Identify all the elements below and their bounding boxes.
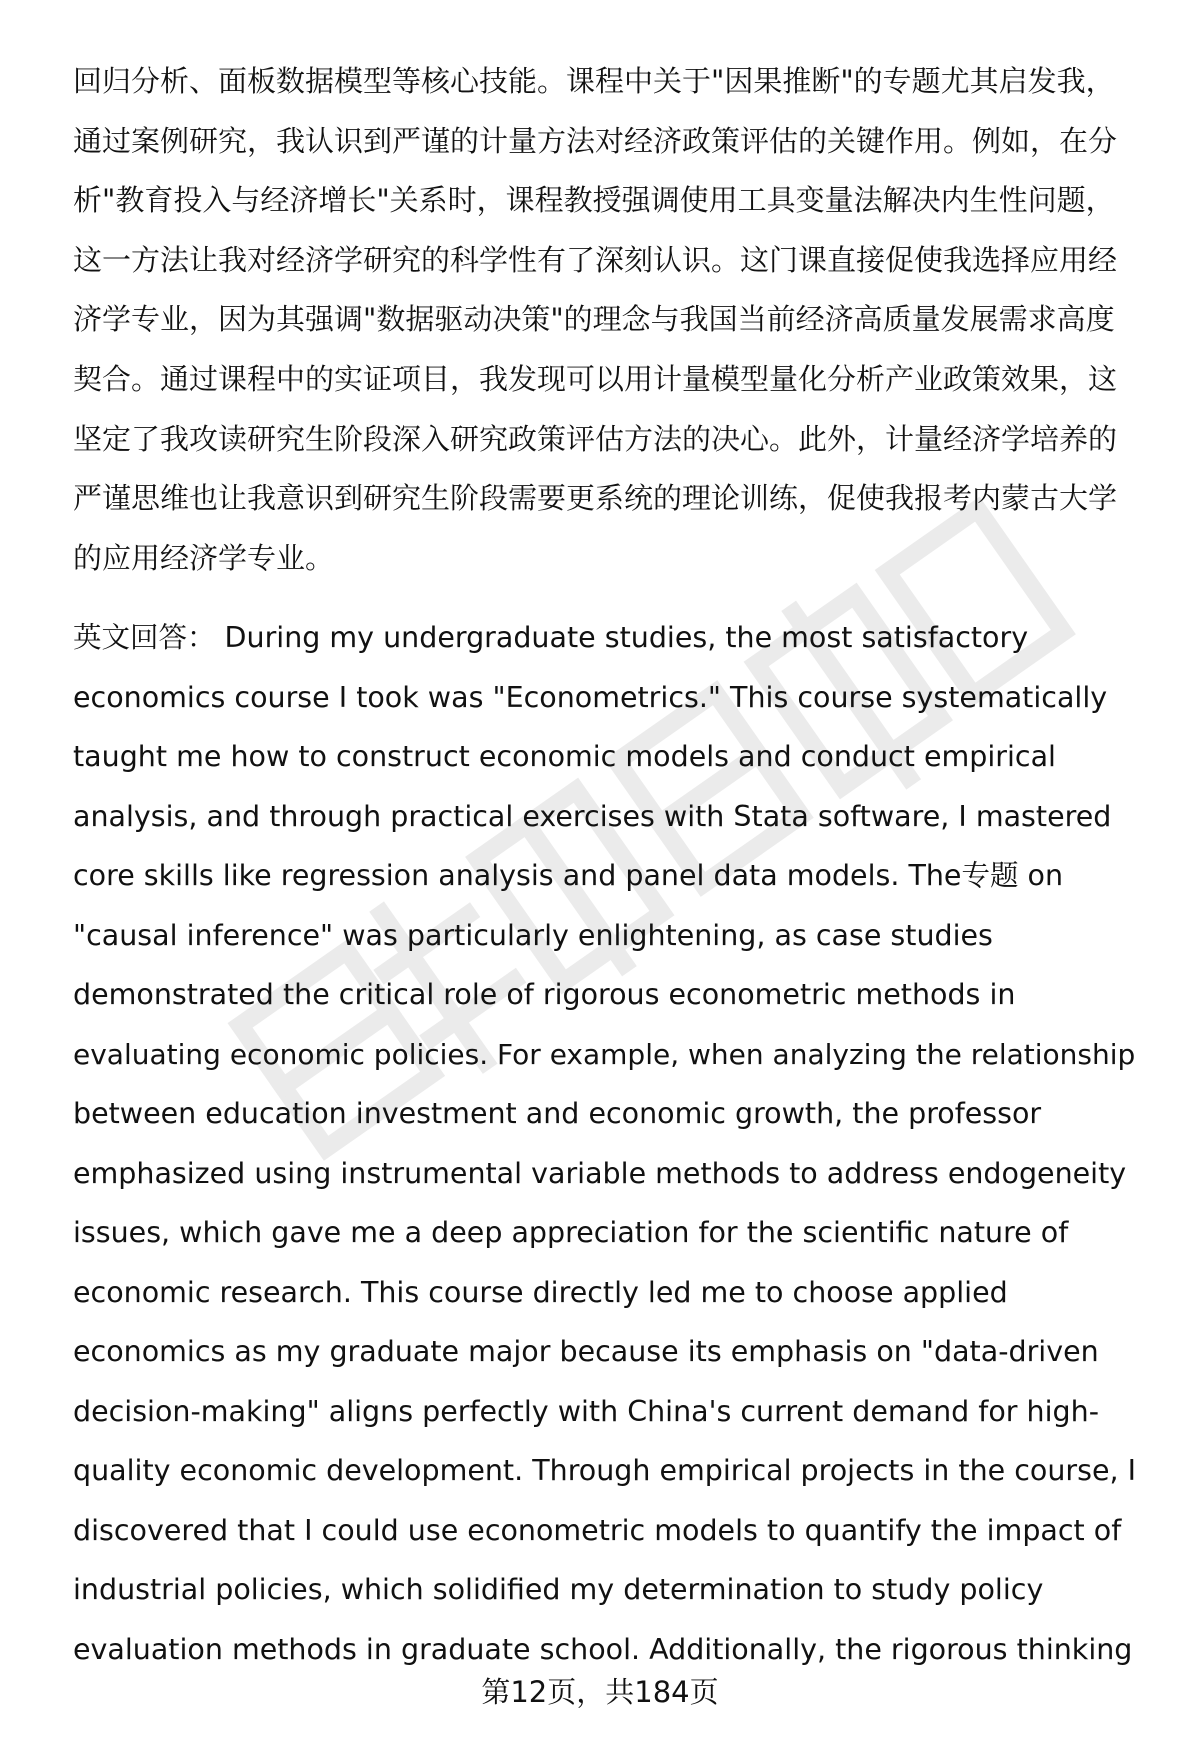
en-line: industrial policies, which solidified my determination to study policy bbox=[73, 1573, 1044, 1607]
zh-line: 的应用经济学专业。 bbox=[73, 540, 335, 575]
en-line: between education investment and economic growth, the professor bbox=[73, 1097, 1042, 1131]
en-line: "causal inference" was particularly enlightening, as case studies bbox=[73, 918, 993, 952]
en-line: evaluation methods in graduate school. Additionally, the rigorous thinking bbox=[73, 1632, 1133, 1666]
en-line: decision-making" aligns perfectly with China's current demand for high- bbox=[73, 1394, 1099, 1428]
zh-line: 严谨思维也让我意识到研究生阶段需要更系统的理论训练，促使我报考内蒙古大学 bbox=[73, 481, 1118, 516]
en-line: taught me how to construct economic models and conduct empirical bbox=[73, 740, 1056, 774]
english-answer-paragraph bbox=[73, 608, 1149, 1679]
en-line: economics course I took was "Econometrics." This course systematically bbox=[73, 680, 1108, 714]
document-body bbox=[73, 52, 1149, 1679]
en-line: economic research. This course directly led me to choose applied bbox=[73, 1275, 1008, 1309]
en-line: quality economic development. Through empirical projects in the course, I bbox=[73, 1454, 1137, 1488]
zh-line: 济学专业，因为其强调"数据驱动决策"的理念与我国当前经济高质量发展需求高度 bbox=[73, 302, 1115, 337]
en-line: discovered that I could use econometric models to quantify the impact of bbox=[73, 1513, 1122, 1547]
zh-line: 契合。通过课程中的实证项目，我发现可以用计量模型量化分析产业政策效果，这 bbox=[73, 361, 1118, 396]
paragraph-gap bbox=[73, 588, 1149, 608]
en-line: issues, which gave me a deep appreciation for the scientific nature of bbox=[73, 1216, 1069, 1250]
page-number-footer: 第12页，共184页 bbox=[481, 1675, 719, 1709]
en-line: economics as my graduate major because its emphasis on "data-driven bbox=[73, 1335, 1099, 1369]
zh-line: 回归分析、面板数据模型等核心技能。课程中关于"因果推断"的专题尤其启发我， bbox=[73, 64, 1115, 98]
zh-line: 坚定了我攻读研究生阶段深入研究政策评估方法的决心。此外，计量经济学培养的 bbox=[73, 421, 1118, 456]
en-line: 英文回答： During my undergraduate studies, the most satisfactory bbox=[73, 621, 1029, 655]
en-line: evaluating economic policies. For example, when analyzing the relationship bbox=[73, 1037, 1136, 1071]
zh-line: 析"教育投入与经济增长"关系时，课程教授强调使用工具变量法解决内生性问题， bbox=[73, 183, 1115, 218]
zh-line: 这一方法让我对经济学研究的科学性有了深刻认识。这门课直接促使我选择应用经 bbox=[73, 242, 1118, 277]
en-line: demonstrated the critical role of rigorous econometric methods in bbox=[73, 978, 1016, 1012]
en-line: core skills like regression analysis and panel data models. The专题 on bbox=[73, 859, 1064, 893]
zh-line: 通过案例研究，我认识到严谨的计量方法对经济政策评估的关键作用。例如，在分 bbox=[73, 123, 1118, 158]
en-line: analysis, and through practical exercises with Stata software, I mastered bbox=[73, 799, 1112, 833]
chinese-answer-paragraph bbox=[73, 52, 1149, 588]
en-line: emphasized using instrumental variable methods to address endogeneity bbox=[73, 1156, 1127, 1190]
